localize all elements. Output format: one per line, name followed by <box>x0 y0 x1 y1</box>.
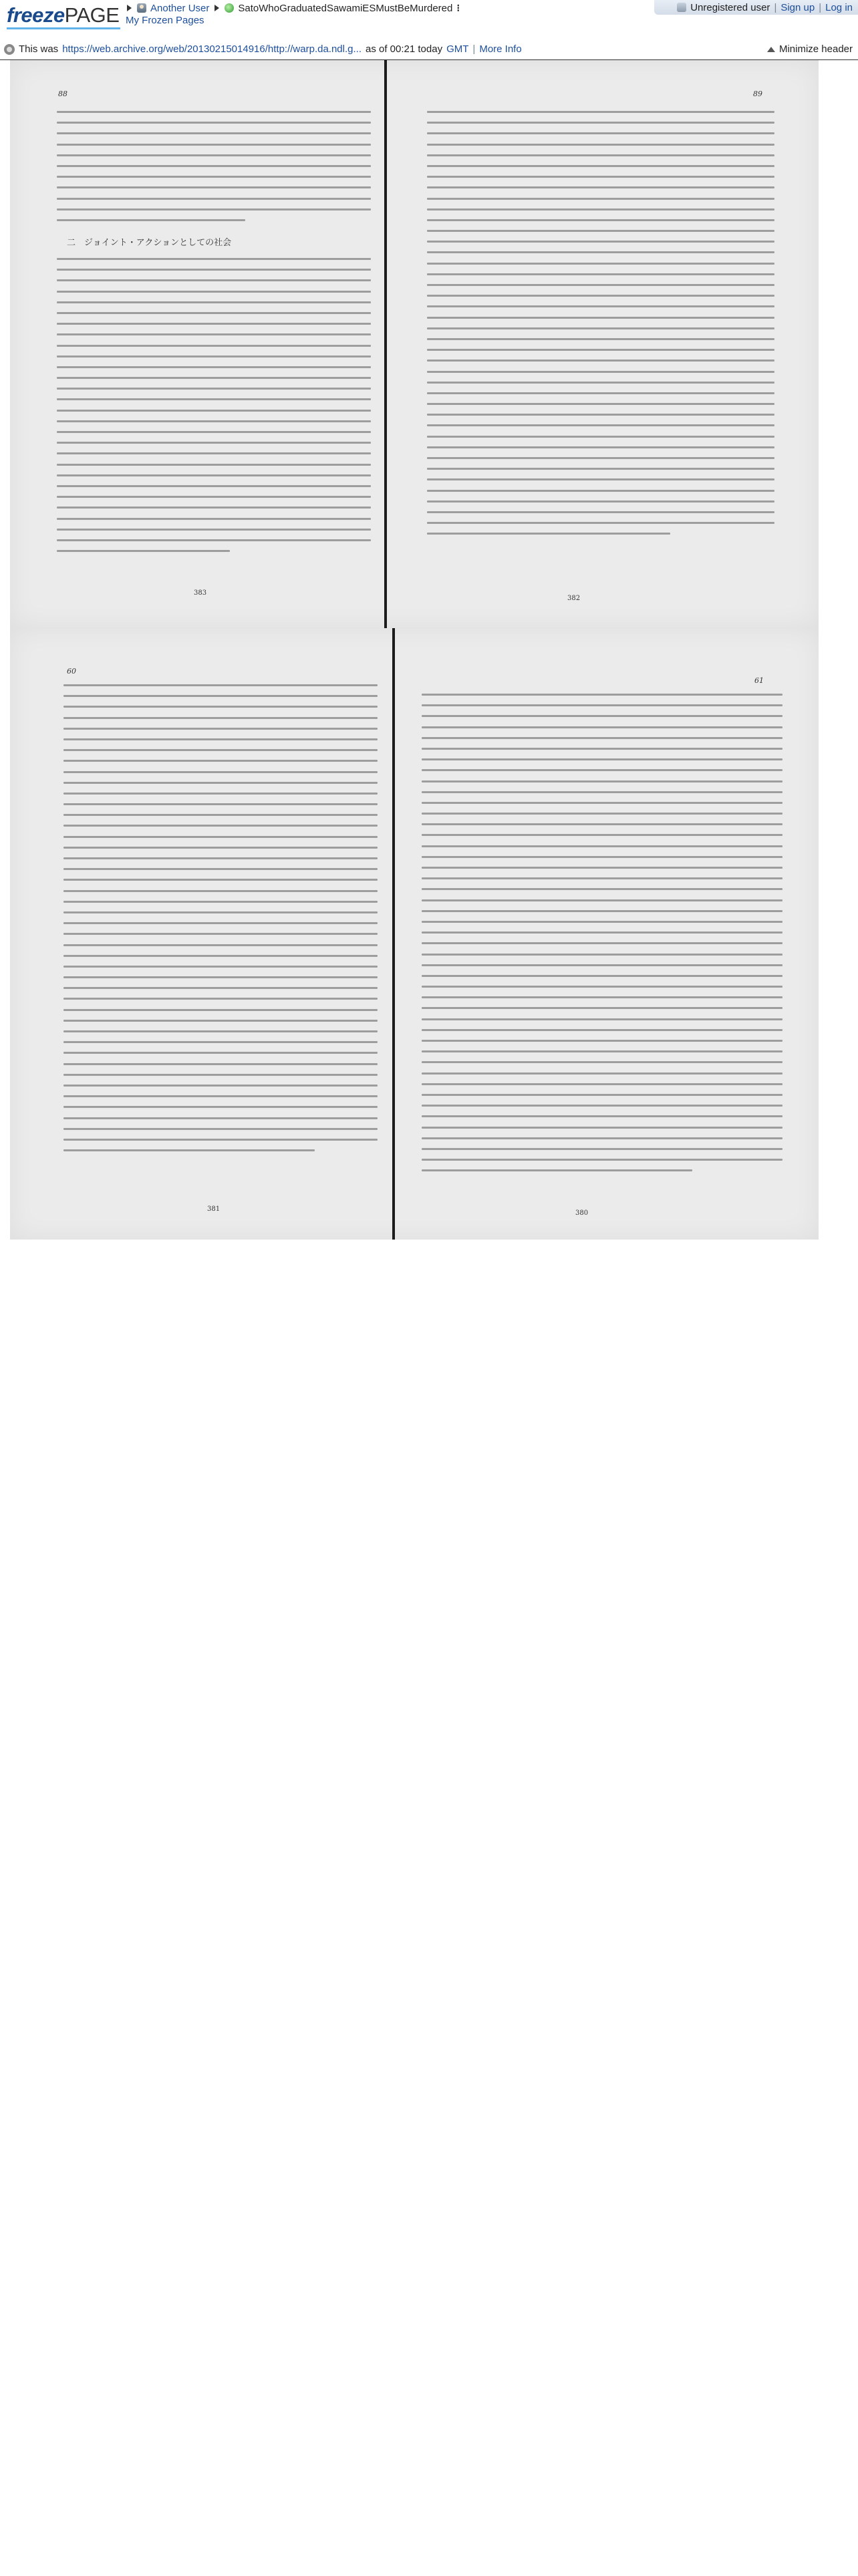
breadcrumb-user-link[interactable]: Another User <box>150 2 210 14</box>
page-number: 60 <box>67 667 76 676</box>
archive-icon <box>4 44 15 55</box>
globe-icon <box>225 3 234 13</box>
breadcrumb <box>126 1 460 15</box>
breadcrumb-more[interactable]: ⁝ <box>456 3 460 14</box>
scanned-page-right <box>387 60 819 628</box>
divider: | <box>472 43 476 55</box>
user-icon <box>137 3 146 13</box>
page-footer-number: 381 <box>207 1205 221 1213</box>
archive-prefix: This was <box>19 43 59 55</box>
section-heading: 二 ジョイント・アクションとしての社会 <box>67 238 232 248</box>
user-status-icon <box>677 3 686 12</box>
my-frozen-pages-link[interactable]: My Frozen Pages <box>126 15 204 26</box>
log-in-link[interactable]: Log in <box>825 1 853 13</box>
minimize-header-button[interactable] <box>767 40 853 58</box>
page-number: 61 <box>754 676 764 685</box>
logo-underline <box>7 27 120 29</box>
user-status: Unregistered user <box>690 1 770 13</box>
archive-url-link[interactable]: https://web.archive.org/web/20130215014916/http://warp.da.ndl.g... <box>62 43 362 55</box>
page-number: 89 <box>753 90 762 98</box>
page-number: 88 <box>58 90 67 98</box>
scanned-page-right <box>395 628 819 1240</box>
page-footer-number: 383 <box>194 589 207 597</box>
divider: | <box>819 1 822 13</box>
breadcrumb-page-link[interactable]: SatoWhoGraduatedSawamiESMustBeMurdered <box>238 2 453 14</box>
freezepage-header <box>0 0 858 60</box>
divider: | <box>774 1 777 13</box>
sign-up-link[interactable]: Sign up <box>780 1 815 13</box>
breadcrumb-arrow-icon <box>127 5 132 11</box>
text-block <box>57 111 371 230</box>
timezone-link[interactable]: GMT <box>446 43 469 55</box>
more-info-link[interactable]: More Info <box>479 43 522 55</box>
scanned-spread-1 <box>10 60 819 628</box>
scanned-document <box>0 60 858 2576</box>
archive-as-of: as of 00:21 today <box>366 43 443 55</box>
scanned-page-left <box>10 628 392 1240</box>
scanned-page-left <box>10 60 384 628</box>
user-box <box>654 0 858 15</box>
scanned-spread-2 <box>10 628 819 1240</box>
text-block <box>427 111 774 544</box>
page-footer-number: 380 <box>575 1209 589 1217</box>
text-block <box>63 684 378 1160</box>
breadcrumb-arrow-icon <box>214 5 219 11</box>
freezepage-logo[interactable]: freezePAGE <box>7 3 120 27</box>
archive-info-bar <box>0 40 858 58</box>
minimize-header-label: Minimize header <box>778 43 853 55</box>
text-block <box>422 694 782 1180</box>
collapse-icon <box>767 47 775 52</box>
page-footer-number: 382 <box>567 595 581 602</box>
text-block <box>57 258 371 561</box>
